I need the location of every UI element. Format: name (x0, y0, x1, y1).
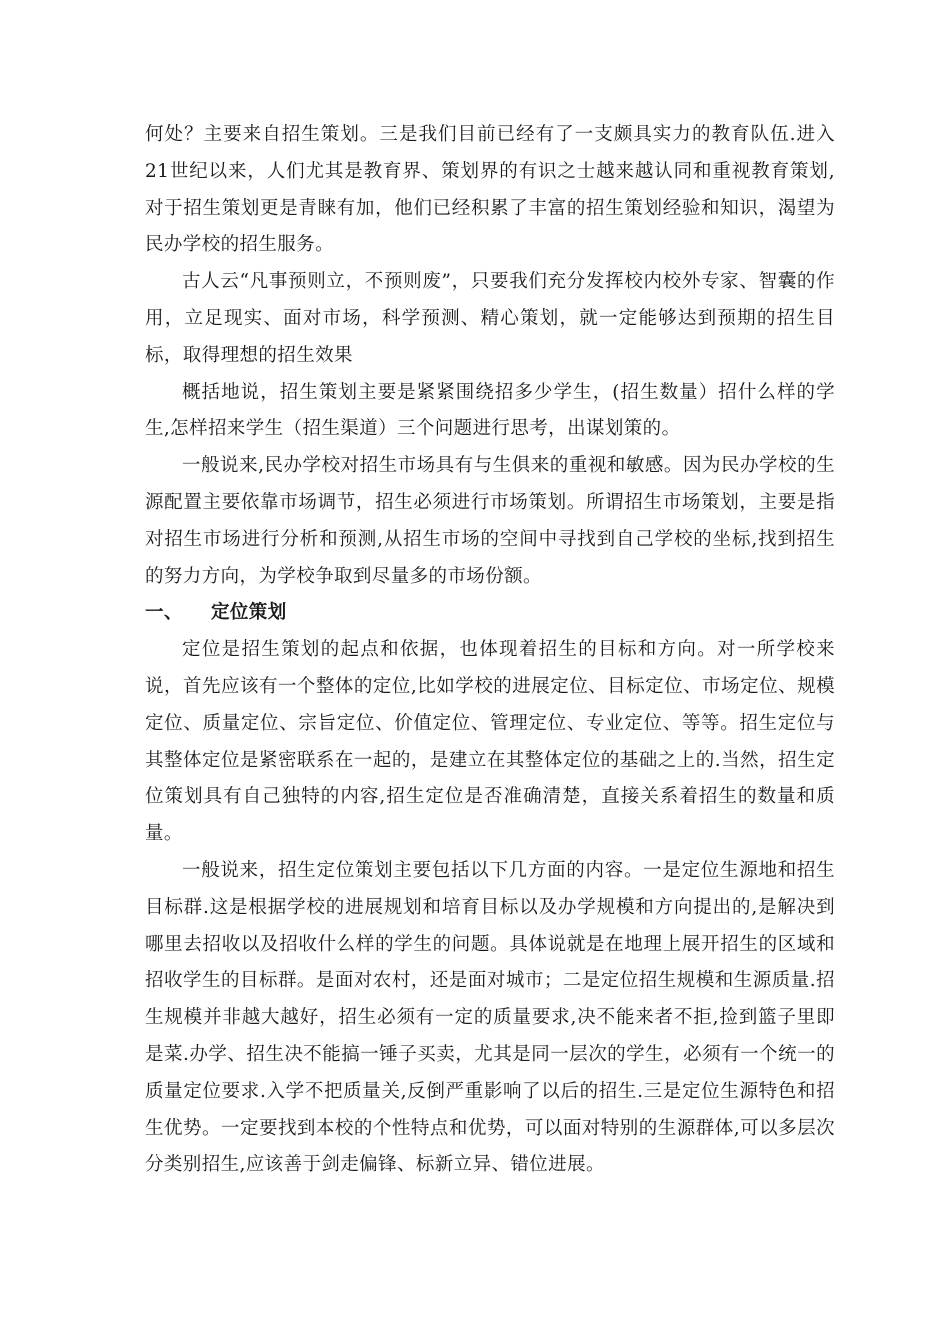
paragraph-market-planning: 一般说来,民办学校对招生市场具有与生俱来的重视和敏感。因为民办学校的生源配置主要依靠市场调节，招生必须进行市场策划。所谓招生市场策划，主要是指对招生市场进行分析和预测,从招生市场的空间中寻找到自己学校的坐标,找到招生的努力方向，为学校争取到尽量多的市场份额。 (145, 455, 835, 587)
paragraph-summary: 概括地说，招生策划主要是紧紧围绕招多少学生，(招生数量）招什么样的学生,怎样招来学生（招生渠道）三个问题进行思考，出谋划策的。 (145, 381, 835, 440)
paragraph-ancient-saying: 古人云“凡事预则立，不预则废”，只要我们充分发挥校内校外专家、智囊的作用，立足现实、面对市场，科学预测、精心策划，就一定能够达到预期的招生目标，取得理想的招生效果 (145, 271, 835, 366)
paragraph-continued: 何处？主要来自招生策划。三是我们目前已经有了一支颇具实力的教育队伍.进入21世纪以来，人们尤其是教育界、策划界的有识之士越来越认同和重视教育策划,对于招生策划更是青睐有加，他们已经积累了丰富的招生策划经验和知识，渴望为民办学校的招生服务。 (145, 124, 835, 256)
section-heading-number: 一、 (145, 602, 183, 624)
section-heading (145, 595, 835, 632)
document-body (145, 117, 835, 1184)
paragraph-positioning-details: 一般说来，招生定位策划主要包括以下几方面的内容。一是定位生源地和招生目标群.这是根据学校的进展规划和培育目标以及办学规模和方向提出的,是解决到哪里去招收以及招收什么样的学生的问题。具体说就是在地理上展开招生的区域和招收学生的目标群。是面对农村，还是面对城市；二是定位招生规模和生源质量.招生规模并非越大越好，招生必须有一定的质量要求,决不能来者不拒,捡到篮子里即是菜.办学、招生决不能搞一锤子买卖，尤其是同一层次的学生，必须有一个统一的质量定位要求.入学不把质量关,反倒严重影响了以后的招生.三是定位生源特色和招生优势。一定要找到本校的个性特点和优势，可以面对特别的生源群体,可以多层次分类别招生,应该善于剑走偏锋、标新立异、错位进展。 (145, 859, 835, 1176)
section-heading-title: 定位策划 (211, 602, 287, 624)
paragraph-positioning-intro: 定位是招生策划的起点和依据，也体现着招生的目标和方向。对一所学校来说，首先应该有一个整体的定位,比如学校的进展定位、目标定位、市场定位、规模定位、质量定位、宗旨定位、价值定位、管理定位、专业定位、等等。招生定位与其整体定位是紧密联系在一起的，是建立在其整体定位的基础之上的.当然，招生定位策划具有自己独特的内容,招生定位是否准确清楚，直接关系着招生的数量和质量。 (145, 639, 835, 845)
